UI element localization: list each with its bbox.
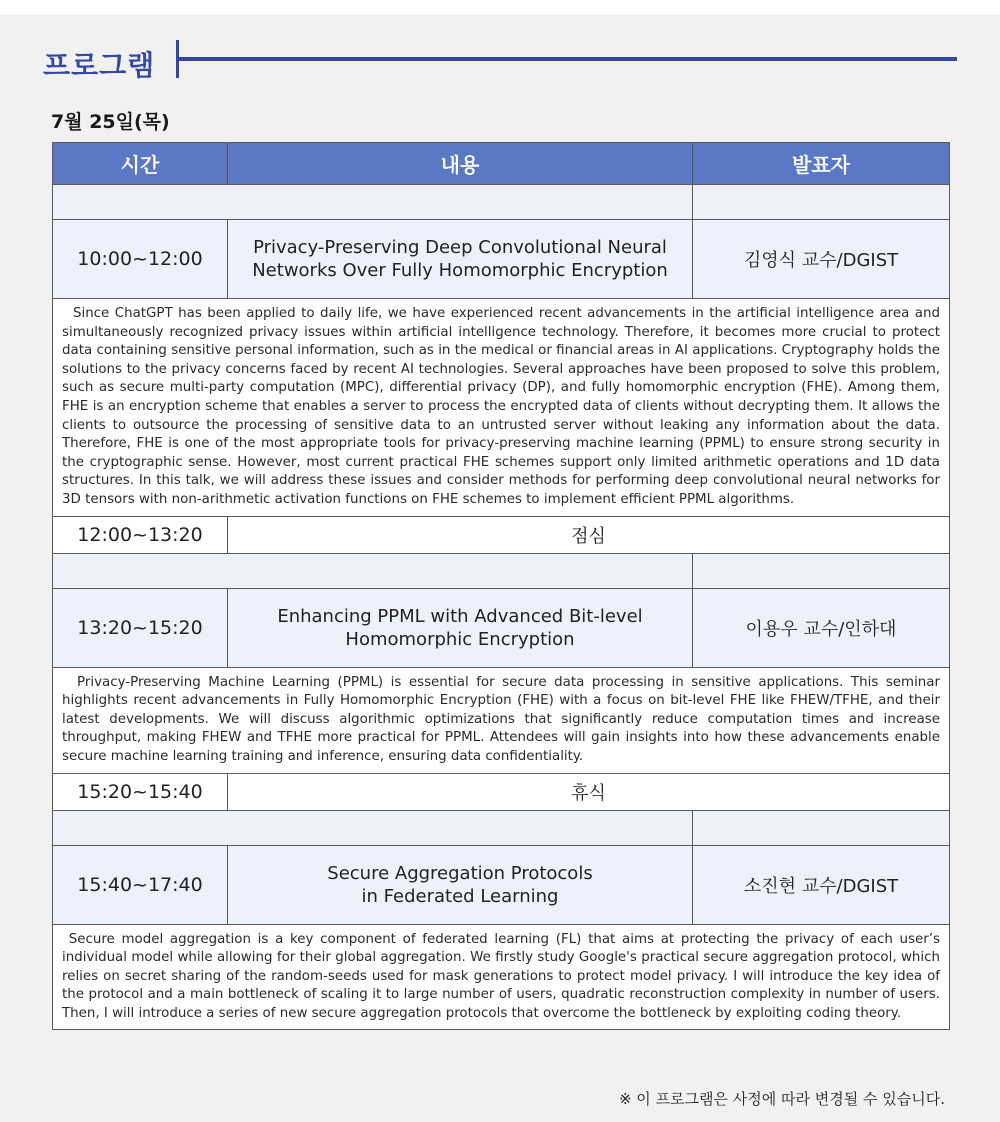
session-title-line: in Federated Learning bbox=[361, 885, 559, 907]
column-header-time: 시간 bbox=[53, 143, 228, 185]
break-row bbox=[53, 773, 950, 810]
session-speaker: 소진현 교수/DGIST bbox=[693, 845, 950, 924]
spacer-cell bbox=[693, 553, 950, 588]
session-row bbox=[53, 588, 950, 667]
session-speaker: 김영식 교수/DGIST bbox=[693, 220, 950, 299]
session-row bbox=[53, 845, 950, 924]
program-date: 7월 25일(목) bbox=[51, 111, 170, 133]
session-time: 15:40~17:40 bbox=[53, 845, 228, 924]
table-spacer-row bbox=[53, 810, 950, 845]
session-row bbox=[53, 220, 950, 299]
session-abstract-row bbox=[53, 667, 950, 773]
session-abstract bbox=[53, 924, 950, 1030]
table-spacer-row bbox=[53, 185, 950, 220]
session-abstract-row bbox=[53, 924, 950, 1030]
session-title-line: Enhancing PPML with Advanced Bit-level bbox=[277, 605, 643, 627]
spacer-cell bbox=[53, 185, 693, 220]
session-speaker: 이용우 교수/인하대 bbox=[693, 588, 950, 667]
break-label: 휴식 bbox=[228, 773, 950, 810]
session-title-line: Secure Aggregation Protocols bbox=[327, 862, 593, 884]
footer-note: ※ 이 프로그램은 사정에 따라 변경될 수 있습니다. bbox=[618, 1090, 945, 1108]
session-time: 13:20~15:20 bbox=[53, 588, 228, 667]
column-header-speaker: 발표자 bbox=[693, 143, 950, 185]
session-abstract-row bbox=[53, 299, 950, 517]
break-time: 12:00~13:20 bbox=[53, 516, 228, 553]
column-header-content: 내용 bbox=[228, 143, 693, 185]
abstract-text: Since ChatGPT has been applied to daily life, we have experienced recent advancements in the artificial intelligence area and simultaneously recognized privacy issues within artificial intelligence technology. Therefore, it becomes more crucial to protect data containing sensitive personal information, such as in the medical or financial areas in AI applications. Cryptography holds the solutions to the privacy concerns faced by recent AI technologies. Several approaches have been proposed to solve this problem, such as secure multi-party computation (MPC), differential privacy (DP), and fully homomorphic encryption (FHE). Among them, FHE is an encryption scheme that enables a server to process the encrypted data of clients without decrypting them. It allows the clients to outsource the processing of sensitive data to an untrusted server without leaking any information about the data. Therefore, FHE is one of the most appropriate tools for privacy-preserving machine learning (PPML) to ensure strong security in the cryptographic sense. However, most current practical FHE schemes support only limited arithmetic operations and 1D data structures. In this talk, we will address these issues and consider methods for performing deep convolutional neural networks for 3D tensors with non-arithmetic activation functions on FHE schemes to implement efficient PPML algorithms. bbox=[62, 306, 941, 507]
abstract-text: Secure model aggregation is a key component of federated learning (FL) that aims at protecting the privacy of each user’s individual model while allowing for their global aggregation. We firstly study Google's practical secure aggregation protocol, which relies on secret sharing of the random-seeds used for mask generations to protect model privacy. I will introduce the key idea of the protocol and a main bottleneck of scaling it to large number of users, quadratic reconstruction complexity in number of users. Then, I will introduce a series of new secure aggregation protocols that overcome the bottleneck by exploiting coding theory. bbox=[62, 931, 940, 1021]
break-time: 15:20~15:40 bbox=[53, 773, 228, 810]
schedule-table bbox=[52, 142, 950, 1030]
spacer-cell bbox=[53, 810, 693, 845]
break-label: 점심 bbox=[228, 516, 950, 553]
session-abstract bbox=[53, 667, 950, 773]
session-title bbox=[228, 220, 693, 299]
spacer-cell bbox=[693, 185, 950, 220]
spacer-cell bbox=[693, 810, 950, 845]
session-title-line: Privacy-Preserving Deep Convolutional Neural bbox=[253, 237, 667, 258]
session-title bbox=[228, 588, 693, 667]
session-abstract bbox=[53, 299, 950, 517]
session-title-line: Homomorphic Encryption bbox=[345, 628, 575, 650]
page-title: 프로그램 bbox=[43, 49, 156, 82]
spacer-cell bbox=[53, 553, 693, 588]
session-title-line: Networks Over Fully Homomorphic Encryption bbox=[252, 260, 668, 281]
title-divider-line bbox=[179, 57, 957, 61]
abstract-text: Privacy-Preserving Machine Learning (PPML) is essential for secure data processing in sensitive applications. This seminar highlights recent advancements in Fully Homomorphic Encryption (FHE) with a focus on bit-level FHE like FHEW/TFHE, and their latest developments. We will discuss algorithmic optimizations that significantly reduce computation times and increase throughput, making FHEW and TFHE more practical for PPML. Attendees will gain insights into how these advancements enable secure machine learning training and inference, ensuring data confidentiality. bbox=[62, 674, 940, 764]
session-title bbox=[228, 845, 693, 924]
break-row bbox=[53, 516, 950, 553]
table-header-row bbox=[53, 143, 950, 185]
table-spacer-row bbox=[53, 553, 950, 588]
session-time: 10:00~12:00 bbox=[53, 220, 228, 299]
